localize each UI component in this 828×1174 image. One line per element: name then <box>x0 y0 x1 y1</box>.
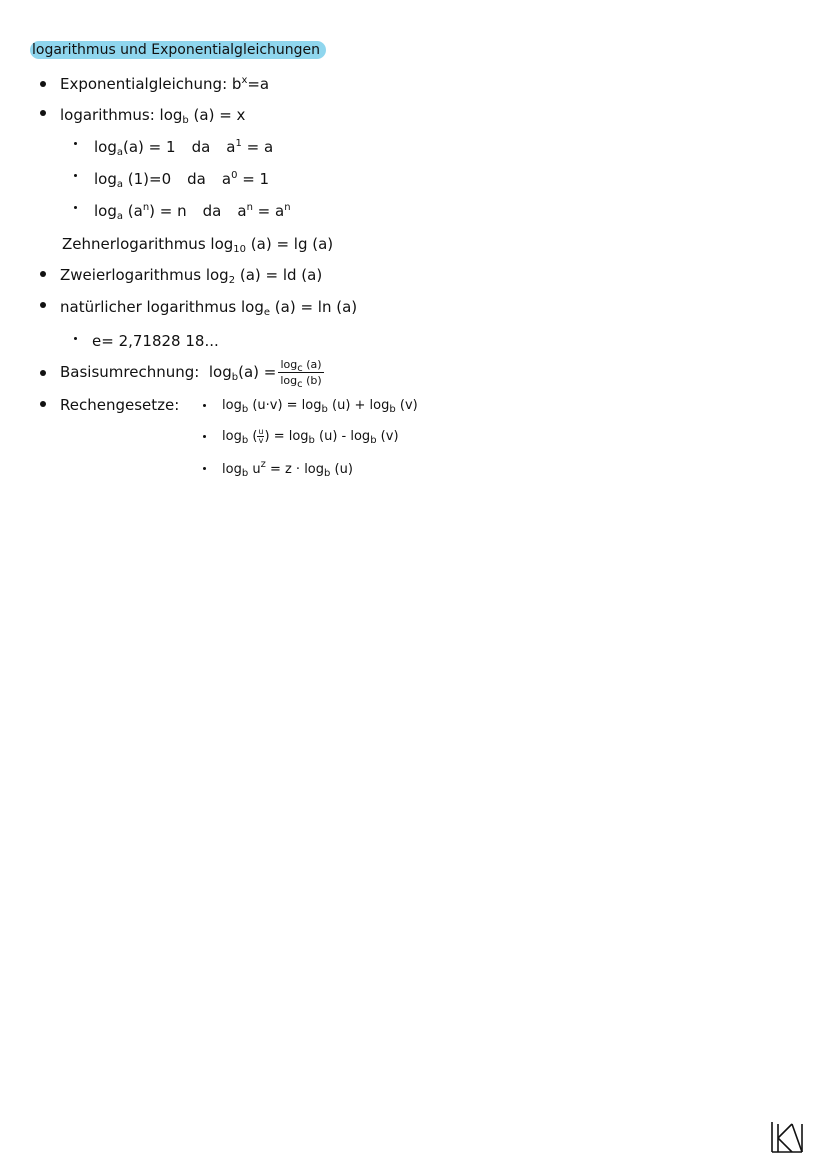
bullet <box>203 404 206 407</box>
page-title: logarithmus und Exponentialgleichungen <box>30 41 326 59</box>
basis-line: Basisumrechnung: $\log_b(a)$ = $\frac{\log_c (a)}{\log_c (b)}$ <box>60 358 322 390</box>
log-rule-2: $\log_a (1)=0$ da $a^0 = 1$ <box>94 170 270 190</box>
bullet <box>74 206 77 209</box>
log-rule-3: $\log_a (a^n) = n$ da $a^n = a^n$ <box>94 202 291 222</box>
bullet <box>203 435 206 438</box>
bullet <box>40 81 46 87</box>
bullet <box>74 174 77 177</box>
exponential-line: Exponentialgleichung: $b^x=a$ <box>60 75 270 93</box>
bullet <box>40 370 46 376</box>
logarithm-label: logarithmus: <box>60 106 155 124</box>
bullet <box>40 401 46 407</box>
bullet <box>40 110 46 116</box>
natuerlich-line: natürlicher logarithmus $\log_e (a) = \ln (a)$ <box>60 298 358 318</box>
bullet <box>74 142 77 145</box>
zweier-line: Zweierlogarithmus $\log_2 (a)$ = ld (a) <box>60 266 323 286</box>
natuerlich-label: natürlicher logarithmus <box>60 298 237 316</box>
rechengesetz-quotient: $\log_b$ ( $\frac{u}{v}$ ) = $\log_b (u) - \log_b (v)$ <box>222 427 399 446</box>
rechengesetze-label: Rechengesetze: <box>60 396 180 414</box>
logarithm-line: logarithmus: $\log_b (a) = x$ <box>60 106 246 126</box>
bullet <box>40 302 46 308</box>
zehner-label: Zehnerlogarithmus <box>62 235 206 253</box>
euler-line: e= 2,71828 18... <box>92 332 219 350</box>
basis-fraction: $\frac{\log_c (a)}{\log_c (b)}$ <box>280 358 322 390</box>
basis-label: Basisumrechnung: <box>60 363 200 381</box>
exponential-label: Exponentialgleichung: <box>60 75 228 93</box>
bullet <box>74 337 77 340</box>
zehner-line: Zehnerlogarithmus $\log_{10} (a) = \lg (a)$ <box>62 235 334 255</box>
log-rule-1: $\log_a(a) = 1$ da $a^1 = a$ <box>94 138 274 158</box>
bullet <box>40 271 46 277</box>
rechengesetz-power: $\log_b u^z = z \cdot \log_b (u)$ <box>222 459 353 479</box>
bullet <box>203 467 206 470</box>
rechengesetz-product: $\log_b (u\cdot v) = \log_b (u) + \log_b (v)$ <box>222 398 418 415</box>
knowunity-logo-icon <box>770 1120 804 1154</box>
zweier-label: Zweierlogarithmus <box>60 266 202 284</box>
